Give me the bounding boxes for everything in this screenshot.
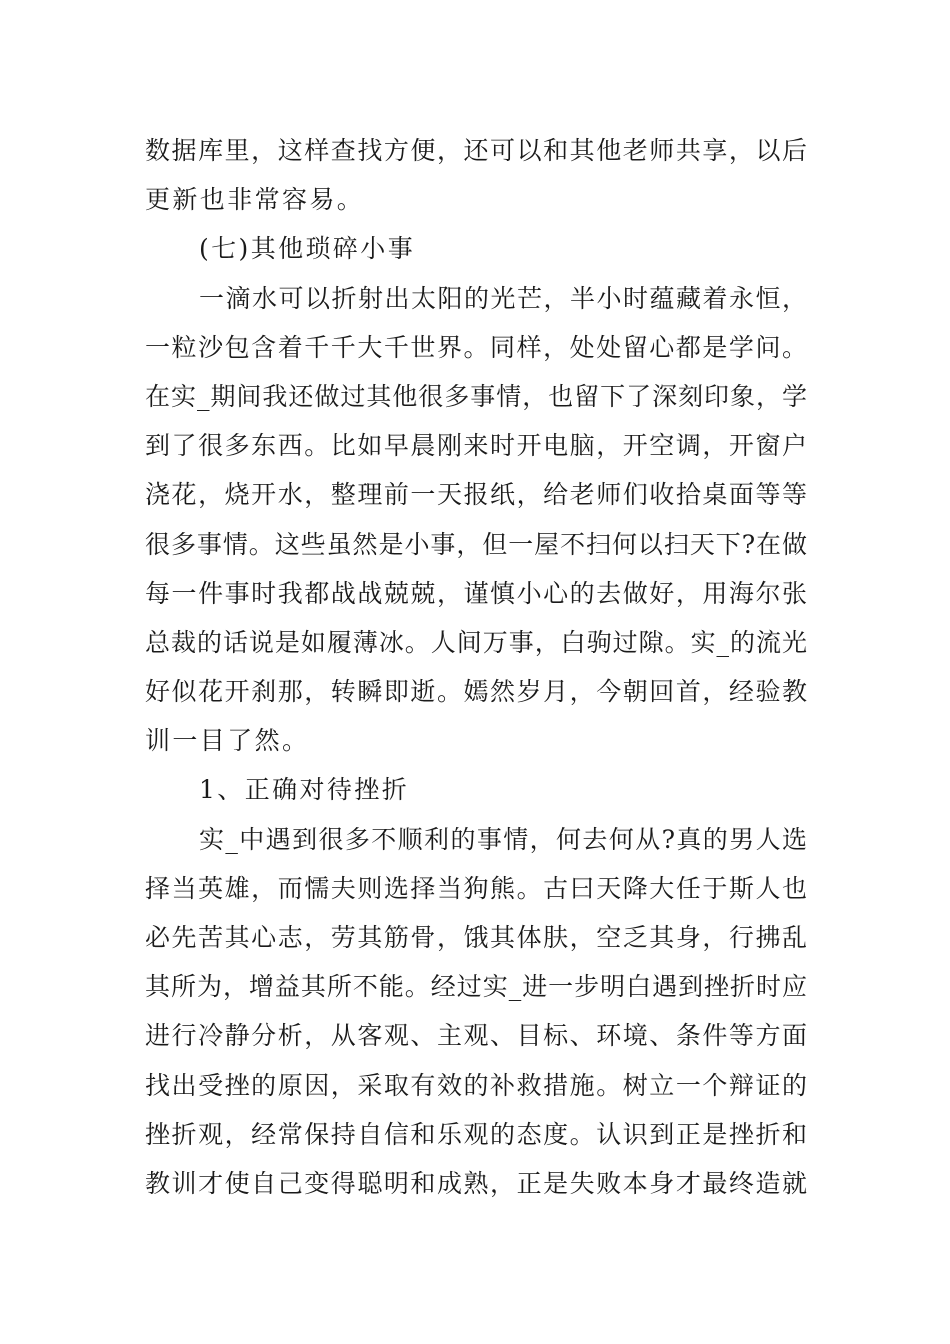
section-heading: (七)其他琐碎小事 bbox=[199, 234, 416, 264]
paragraph-line: 在实_期间我还做过其他很多事情，也留下了深刻印象，学 bbox=[145, 381, 807, 411]
paragraph-line: 必先苦其心志，劳其筋骨，饿其体肤，空乏其身，行拂乱 bbox=[145, 923, 807, 952]
paragraph-line: 很多事情。这些虽然是小事，但一屋不扫何以扫天下?在做 bbox=[145, 529, 807, 559]
paragraph-line: 择当英雄，而懦夫则选择当狗熊。古曰天降大任于斯人也 bbox=[145, 873, 807, 903]
paragraph-line: 好似花开刹那，转瞬即逝。嫣然岁月，今朝回首，经验教 bbox=[145, 677, 807, 707]
paragraph-line: 数据库里，这样查找方便，还可以和其他老师共享，以后 bbox=[145, 136, 807, 165]
paragraph-line: 到了很多东西。比如早晨刚来时开电脑，开空调，开窗户 bbox=[145, 431, 807, 461]
paragraph-line: 一粒沙包含着千千大千世界。同样，处处留心都是学问。 bbox=[145, 332, 807, 362]
paragraph-line: 更新也非常容易。 bbox=[145, 185, 365, 215]
paragraph-line: 浇花，烧开水，整理前一天报纸，给老师们收拾桌面等等 bbox=[145, 480, 807, 510]
paragraph-line: 其所为，增益其所不能。经过实_进一步明白遇到挫折时应 bbox=[145, 972, 807, 1002]
section-heading: 1、正确对待挫折 bbox=[199, 775, 410, 805]
paragraph-line: 实_中遇到很多不顺利的事情，何去何从?真的男人选 bbox=[199, 824, 807, 854]
paragraph-line: 每一件事时我都战战兢兢，谨慎小心的去做好，用海尔张 bbox=[145, 578, 807, 608]
document-body bbox=[145, 126, 807, 1208]
paragraph-line: 训一目了然。 bbox=[145, 726, 310, 756]
paragraph-line: 进行冷静分析，从客观、主观、目标、环境、条件等方面 bbox=[145, 1021, 807, 1051]
paragraph-line: 一滴水可以折射出太阳的光芒，半小时蕴藏着永恒， bbox=[199, 283, 807, 313]
paragraph-line: 总裁的话说是如履薄冰。人间万事，白驹过隙。实_的流光 bbox=[145, 627, 807, 657]
paragraph-line: 找出受挫的原因，采取有效的补救措施。树立一个辩证的 bbox=[145, 1070, 807, 1100]
paragraph-line: 挫折观，经常保持自信和乐观的态度。认识到正是挫折和 bbox=[145, 1119, 807, 1149]
paragraph-line: 教训才使自己变得聪明和成熟，正是失败本身才最终造就 bbox=[145, 1168, 807, 1198]
